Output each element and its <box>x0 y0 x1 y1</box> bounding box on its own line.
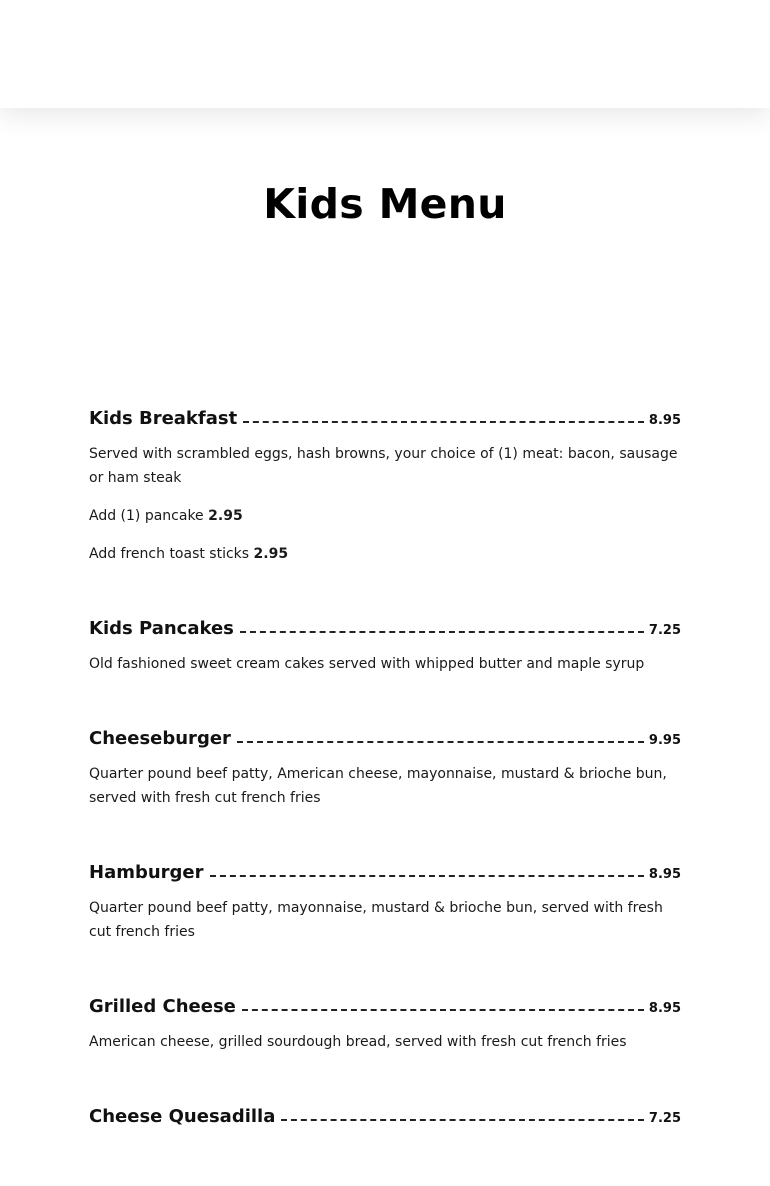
page-title: Kids Menu <box>263 180 507 228</box>
menu-item-price: 8.95 <box>648 867 681 882</box>
menu-list <box>89 408 681 1186</box>
addon-label: Add (1) pancake <box>89 508 204 524</box>
menu-item-price: 8.95 <box>648 413 681 428</box>
menu-item-name: Kids Breakfast <box>89 408 238 429</box>
menu-item-description: American cheese, grilled sourdough bread, served with fresh cut french fries <box>89 1034 627 1050</box>
menu-item-price: 7.25 <box>648 623 681 638</box>
dotted-leader <box>243 421 644 423</box>
menu-item <box>89 408 681 566</box>
menu-item <box>89 996 681 1054</box>
menu-item-description: Served with scrambled eggs, hash browns, your choice of (1) meat: bacon, sausage or ham steak <box>89 446 678 486</box>
dotted-leader <box>237 741 644 743</box>
menu-item-name: Hamburger <box>89 862 204 883</box>
addon-price: 2.95 <box>208 508 243 524</box>
menu-item-name: Kids Pancakes <box>89 618 234 639</box>
addon-label: Add french toast sticks <box>89 546 250 562</box>
menu-item-header <box>89 408 681 436</box>
menu-item-header <box>89 1106 681 1134</box>
dotted-leader <box>281 1119 644 1121</box>
addon-price: 2.95 <box>253 546 289 562</box>
menu-item-price: 8.95 <box>648 1001 681 1016</box>
dotted-leader <box>242 1009 644 1011</box>
menu-item <box>89 862 681 944</box>
menu-item-addon <box>89 504 681 528</box>
menu-item-description: Quarter pound beef patty, American cheese, mayonnaise, mustard & brioche bun, served with fresh cut french fries <box>89 766 667 806</box>
menu-item-name: Cheeseburger <box>89 728 231 749</box>
menu-item <box>89 728 681 810</box>
site-header <box>0 0 770 108</box>
menu-item-price: 9.95 <box>648 733 681 748</box>
menu-item-header <box>89 728 681 756</box>
menu-item <box>89 618 681 676</box>
menu-item-header <box>89 996 681 1024</box>
dotted-leader <box>240 631 644 633</box>
menu-item-price: 7.25 <box>648 1111 681 1126</box>
menu-item <box>89 1106 681 1134</box>
menu-item-header <box>89 618 681 646</box>
menu-item-addon <box>89 542 681 566</box>
menu-item-description: Old fashioned sweet cream cakes served with whipped butter and maple syrup <box>89 656 645 672</box>
menu-item-description: Quarter pound beef patty, mayonnaise, mustard & brioche bun, served with fresh cut french fries <box>89 900 663 940</box>
dotted-leader <box>210 875 644 877</box>
menu-item-name: Grilled Cheese <box>89 996 236 1017</box>
menu-item-header <box>89 862 681 890</box>
menu-item-name: Cheese Quesadilla <box>89 1106 276 1127</box>
